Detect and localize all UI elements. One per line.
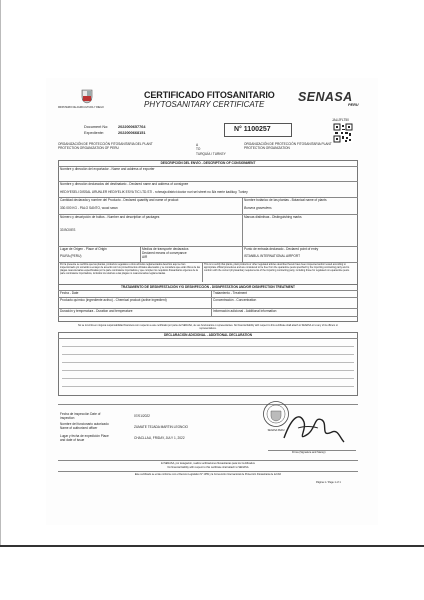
exp-value: 2022000668151 bbox=[118, 131, 146, 135]
packages-value: 33 BOXES bbox=[60, 228, 76, 232]
officer-value: ZUMATE TEJADA MARTIN LEONCIO bbox=[134, 425, 189, 429]
officer-label: Nombre del funcionario autorizado Name of authorized officer bbox=[60, 422, 109, 430]
exporter-label: Nombre y dirección del exportador - Name and address of exporter bbox=[60, 167, 155, 171]
entry-point-value: ISTANBUL INTERNATIONAL AIRPORT bbox=[244, 254, 301, 258]
botanical-label: Nombre botánico de las plantas - Botanical name of plants bbox=[244, 198, 327, 202]
dest-npo-label: ORGANIZACIÓN DE PROTECCIÓN FITOSANITARIA PLANT PROTECTION ORGANIZATION bbox=[244, 142, 332, 150]
treatment-heading: TRATAMIENTO DE DESINFESTACIÓN Y/O DESINFECCIÓN - DISINFESTATION AND/OR DISINFECTION TREATMENT bbox=[120, 285, 295, 289]
liability-disclaimer: No se incurrirá en ninguna responsabilidad financiera con respecto a este certificado por parte del SENASA, de sus funcionarios o representantes. No financial liability with respect to this certificate shall attach to SENASA or to any of its officers or representatives. bbox=[77, 324, 338, 330]
consignee-value: HEDIYESELI DISSAL URUNLER HEDIYELIK ESYA TIC LTD.STI - rohmaja district doctor nuri sel street no 8/a merie kadikoy, Turkey bbox=[60, 190, 248, 194]
stamp-text: SENASA PERU bbox=[267, 429, 285, 432]
destination-country: TURQUÍA / TURKEY bbox=[196, 152, 226, 156]
quantity-label: Cantidad declarada y nombre del Producto - Declared quantity and name of product bbox=[60, 198, 179, 202]
treatment-date-label: Fecha - Date bbox=[60, 291, 79, 295]
treatment-type-label: Tratamiento - Treatment bbox=[213, 291, 248, 295]
title-en: PHYTOSANITARY CERTIFICATE bbox=[144, 100, 265, 109]
origin-npo-label: ORGANIZACIÓN DE PROTECCIÓN FITOSANITARIA DEL PLANT PROTECTION ORGANIZATION OF PERU bbox=[58, 142, 153, 150]
inspection-date-value: 07/01/2022 bbox=[134, 414, 150, 418]
doc-number-label: Document No: bbox=[84, 125, 109, 129]
place-of-origin-label: Lugar de Origen - Place of Origin bbox=[60, 247, 107, 251]
packages-label: Número y descripción de bultos - Number and description of packages bbox=[60, 215, 160, 219]
transport-label: Medios de transporte declarados Declared means of conveyance bbox=[142, 247, 189, 255]
ministry-name: MINISTERIO DE AGRICULTURA Y RIEGO bbox=[58, 106, 104, 109]
additional-declaration-heading: DECLARACIÓN ADICIONAL - ADDITIONAL DECLARATION bbox=[163, 333, 253, 337]
exp-label: Expediente: bbox=[84, 131, 105, 135]
bottom-divider bbox=[0, 545, 424, 547]
certification-text-en: This is to certify that plants, plant products or other regulated articles described herein have been inspected and/or tested according to appropriate official procedures and are considered to be free from the quarantine pests specified by the importing contracting party and to conform with the current phytosanitary requirements of the importing contracting party, including those for regulated non-quarantine pests. bbox=[204, 263, 350, 272]
transport-value: AIR bbox=[142, 255, 148, 259]
certification-text-es: Por la presente se certifica que las plantas, productos vegetales u otros artículos reglamentados descritos aquí se han inspeccionado y/o sometido a ensayo de acuerdo con los procedimientos oficiales adecuados y se considera que están libres de las plagas cuarentenarias especificadas por la parte contratante importadora y que cumplen los requisitos fitosanitarios vigentes de la parte contratante importadora, incluidos los relativos a las plagas no cuarentenarias reglamentadas. bbox=[60, 263, 200, 275]
duration-label: Duración y temperatura - Duration and temperature bbox=[60, 309, 133, 313]
senasa-peru: PERU bbox=[348, 103, 359, 107]
signature-caption: Firma (Signature and Stamp) bbox=[292, 451, 326, 454]
a-to-label: A TO bbox=[196, 143, 201, 151]
consignee-label: Nombre y dirección declarados del destinatario - Declared name and address of consignee bbox=[60, 182, 189, 186]
entry-point-label: Punto de entrada declarado - Declared point of entry bbox=[244, 247, 319, 251]
left-edge-line bbox=[0, 0, 1, 545]
cert-number: N° 1100257 bbox=[234, 126, 271, 133]
botanical-value: Bursera graveolens bbox=[244, 206, 272, 210]
consignment-heading: DESCRIPCIÓN DEL ENVÍO - DESCRIPTION OF CONSIGNMENT bbox=[160, 161, 256, 165]
quantity-value: 330.000 KG - PALO SANTO, wood sawn bbox=[60, 206, 118, 210]
footer-line-3: Este certificado se emite conforme con el Decreto Legislativo N° 1059 y la Convención Internacional de Protección Fitosanitaria de la FAO bbox=[134, 473, 282, 476]
marks-label: Marcas distintivas - Distinguishing marks bbox=[244, 215, 302, 219]
title-es: CERTIFICADO FITOSANITARIO bbox=[144, 90, 275, 100]
inspection-date-label: Fecha de inspección Date of inspection bbox=[60, 412, 101, 420]
page-number: Página 1 / Page 1 of 1 bbox=[316, 481, 341, 484]
footer-line-2: No financial liability with respect to this certificate shall attach to SENASA bbox=[167, 466, 249, 469]
concentration-label: Concentración - Concentration bbox=[213, 298, 257, 302]
footer-line-1: El SENASA, por delegación, realiza verificaciones fitosanitarias para los Certificados bbox=[161, 462, 255, 465]
cert-code: JALIJFLT50 bbox=[332, 118, 349, 122]
chemical-label: Producto químico (ingrediente activo) - Chemical product (active ingredient) bbox=[60, 298, 167, 302]
doc-number-value: 2022000657764 bbox=[118, 125, 146, 129]
issue-place-label: Lugar y fecha de expedición Place and date of issue bbox=[60, 434, 109, 442]
senasa-logo: SENASA bbox=[298, 90, 353, 104]
qr-code bbox=[333, 123, 353, 143]
officer-signature bbox=[278, 408, 348, 448]
certificate-page bbox=[46, 78, 378, 525]
peru-coat-of-arms bbox=[80, 88, 94, 104]
issue-place-value: CHACLLAU, FRIDAY, JULY 1, 2022 bbox=[134, 436, 185, 440]
additional-info-label: Información adicional - Additional information bbox=[213, 309, 277, 313]
place-of-origin-value: PIURA (PERU) bbox=[60, 254, 82, 258]
